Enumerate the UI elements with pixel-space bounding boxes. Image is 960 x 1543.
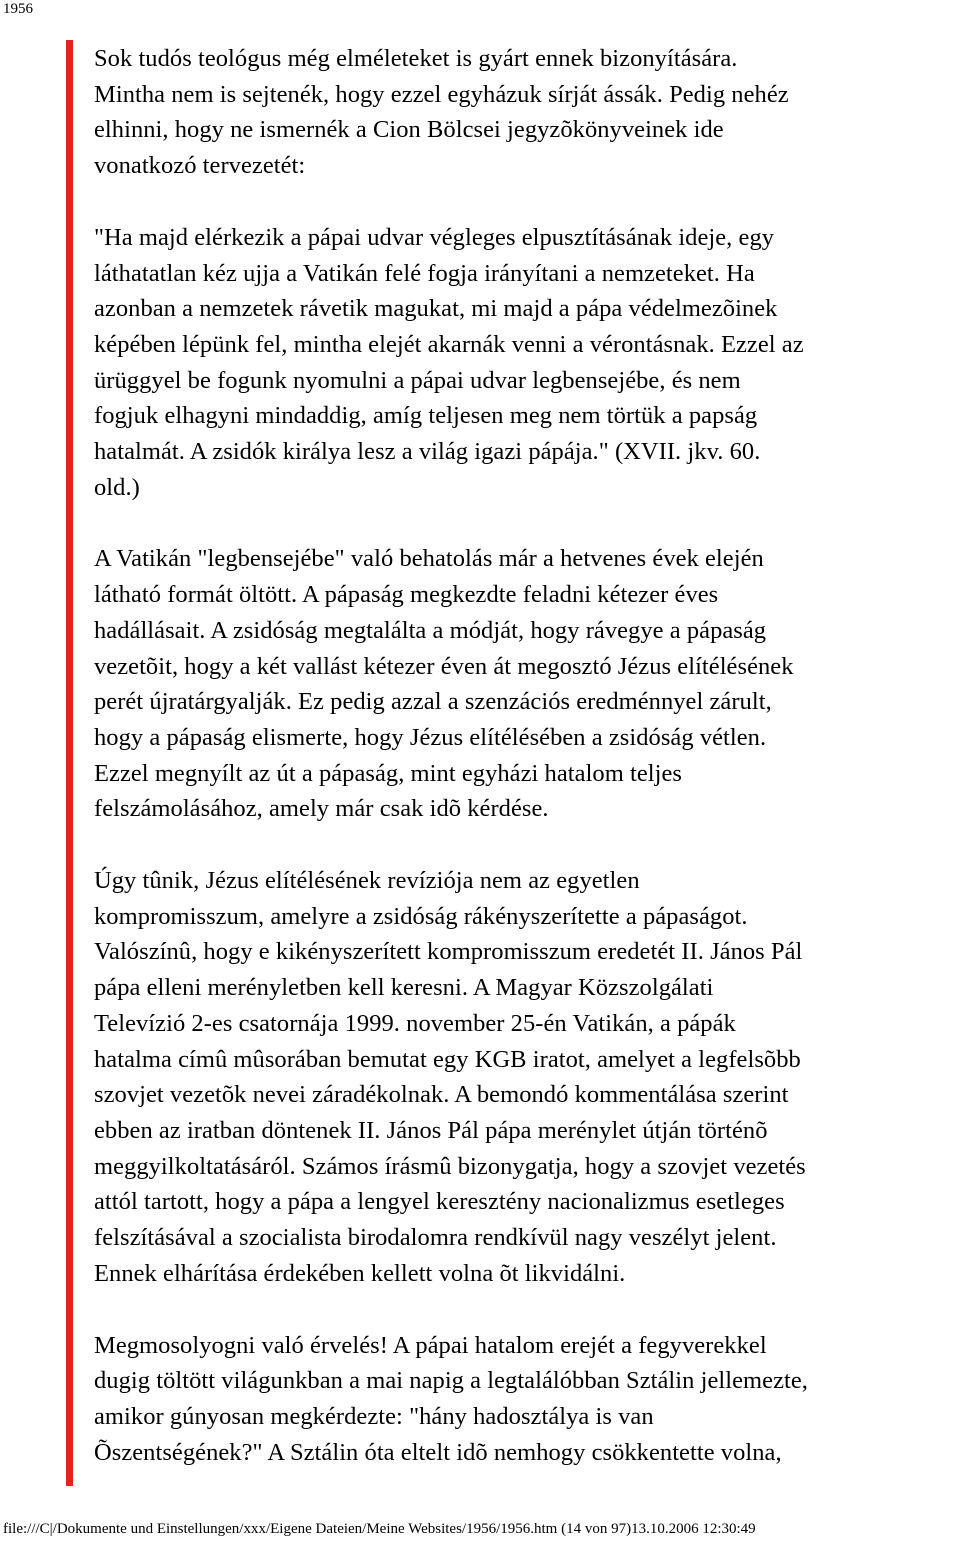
text-line: Õszentségének?" A Sztálin óta eltelt idõ nemhogy csökkentette volna,	[94, 1438, 782, 1466]
text-line: amikor gúnyosan megkérdezte: "hány hadosztálya is van	[94, 1402, 654, 1430]
text-line: Ezzel megnyílt az út a pápaság, mint egyházi hatalom teljes	[94, 759, 683, 787]
text-line: old.)	[94, 473, 140, 501]
text-line: ebben az iratban döntenek II. János Pál pápa merénylet útján történõ	[94, 1116, 768, 1144]
text-line: fogjuk elhagyni mindaddig, amíg teljesen meg nem törtük a papság	[94, 402, 758, 430]
text-line: hatalmát. A zsidók királya lesz a világ igazi pápája." (XVII. jkv. 60.	[94, 438, 761, 466]
page-number: 1956	[3, 1, 33, 17]
text-line: hadállásait. A zsidóság megtalálta a módját, hogy rávegye a pápaság	[94, 616, 767, 644]
text-line: A Vatikán "legbensejébe" való behatolás már a hetvenes évek elején	[94, 545, 764, 573]
text-line: elhinni, hogy ne ismernék a Cion Bölcsei jegyzõkönyveinek ide	[94, 116, 724, 144]
text-line: Úgy tûnik, Jézus elítélésének revíziója nem az egyetlen	[94, 867, 640, 895]
text-line: dugig töltött világunkban a mai napig a legtalálóbban Sztálin jellemezte,	[94, 1367, 808, 1395]
text-line: "Ha majd elérkezik a pápai udvar végleges elpusztításának ideje, egy	[94, 223, 775, 251]
article-body	[94, 41, 960, 1506]
paragraph	[94, 1328, 960, 1471]
paragraph	[94, 863, 960, 1291]
text-line: felszításával a szocialista birodalomra rendkívül nagy veszélyt jelent.	[94, 1224, 777, 1252]
text-line: vonatkozó tervezetét:	[94, 152, 306, 180]
text-line: perét újratárgyalják. Ez pedig azzal a szenzációs eredménnyel zárult,	[94, 688, 772, 716]
paragraph	[94, 41, 960, 184]
text-line: hogy a pápaság elismerte, hogy Jézus elítélésében a zsidóság vétlen.	[94, 723, 767, 751]
text-line: látható formát öltött. A pápaság megkezdte feladni kétezer éves	[94, 581, 719, 609]
text-line: Televízió 2-es csatornája 1999. november 25-én Vatikán, a pápák	[94, 1009, 736, 1037]
file-path-footer: file:///C|/Dokumente und Einstellungen/xxx/Eigene Dateien/Meine Websites/1956/1956.htm (14 von 97)13.10.2006 12:30:49	[3, 1521, 756, 1537]
quote-paragraph	[94, 220, 960, 506]
text-line: attól tartott, hogy a pápa a lengyel keresztény nacionalizmus esetleges	[94, 1188, 785, 1216]
text-line: Sok tudós teológus még elméleteket is gyárt ennek bizonyítására.	[94, 45, 738, 72]
text-line: meggyilkoltatásáról. Számos írásmû bizonygatja, hogy a szovjet vezetés	[94, 1152, 806, 1180]
text-line: vezetõit, hogy a két vallást kétezer éven át megosztó Jézus elítélésének	[94, 652, 794, 680]
text-line: Ennek elhárítása érdekében kellett volna õt likvidálni.	[94, 1259, 626, 1287]
text-line: Valószínû, hogy e kikényszerített kompromisszum eredetét II. János Pál	[94, 938, 803, 966]
text-line: szovjet vezetõk nevei záradékolnak. A bemondó kommentálása szerint	[94, 1081, 789, 1109]
text-line: azonban a nemzetek rávetik magukat, mi majd a pápa védelmezõinek	[94, 295, 778, 323]
text-line: ürüggyel be fogunk nyomulni a pápai udvar legbensejébe, és nem	[94, 366, 741, 394]
paragraph	[94, 541, 960, 827]
text-line: Megmosolyogni való érvelés! A pápai hatalom erejét a fegyverekkel	[94, 1331, 767, 1359]
text-line: képében lépünk fel, mintha elejét akarnák venni a vérontásnak. Ezzel az	[94, 330, 804, 358]
text-line: Mintha nem is sejtenék, hogy ezzel egyházuk sírját ássák. Pedig nehéz	[94, 80, 789, 108]
accent-bar	[66, 40, 73, 1486]
text-line: kompromisszum, amelyre a zsidóság rákényszerítette a pápaságot.	[94, 902, 748, 930]
text-line: pápa elleni merényletben kell keresni. A Magyar Közszolgálati	[94, 974, 714, 1002]
text-line: hatalma címû mûsorában bemutat egy KGB iratot, amelyet a legfelsõbb	[94, 1045, 801, 1073]
text-line: felszámolásához, amely már csak idõ kérdése.	[94, 795, 549, 823]
text-line: láthatatlan kéz ujja a Vatikán felé fogja irányítani a nemzeteket. Ha	[94, 259, 755, 287]
